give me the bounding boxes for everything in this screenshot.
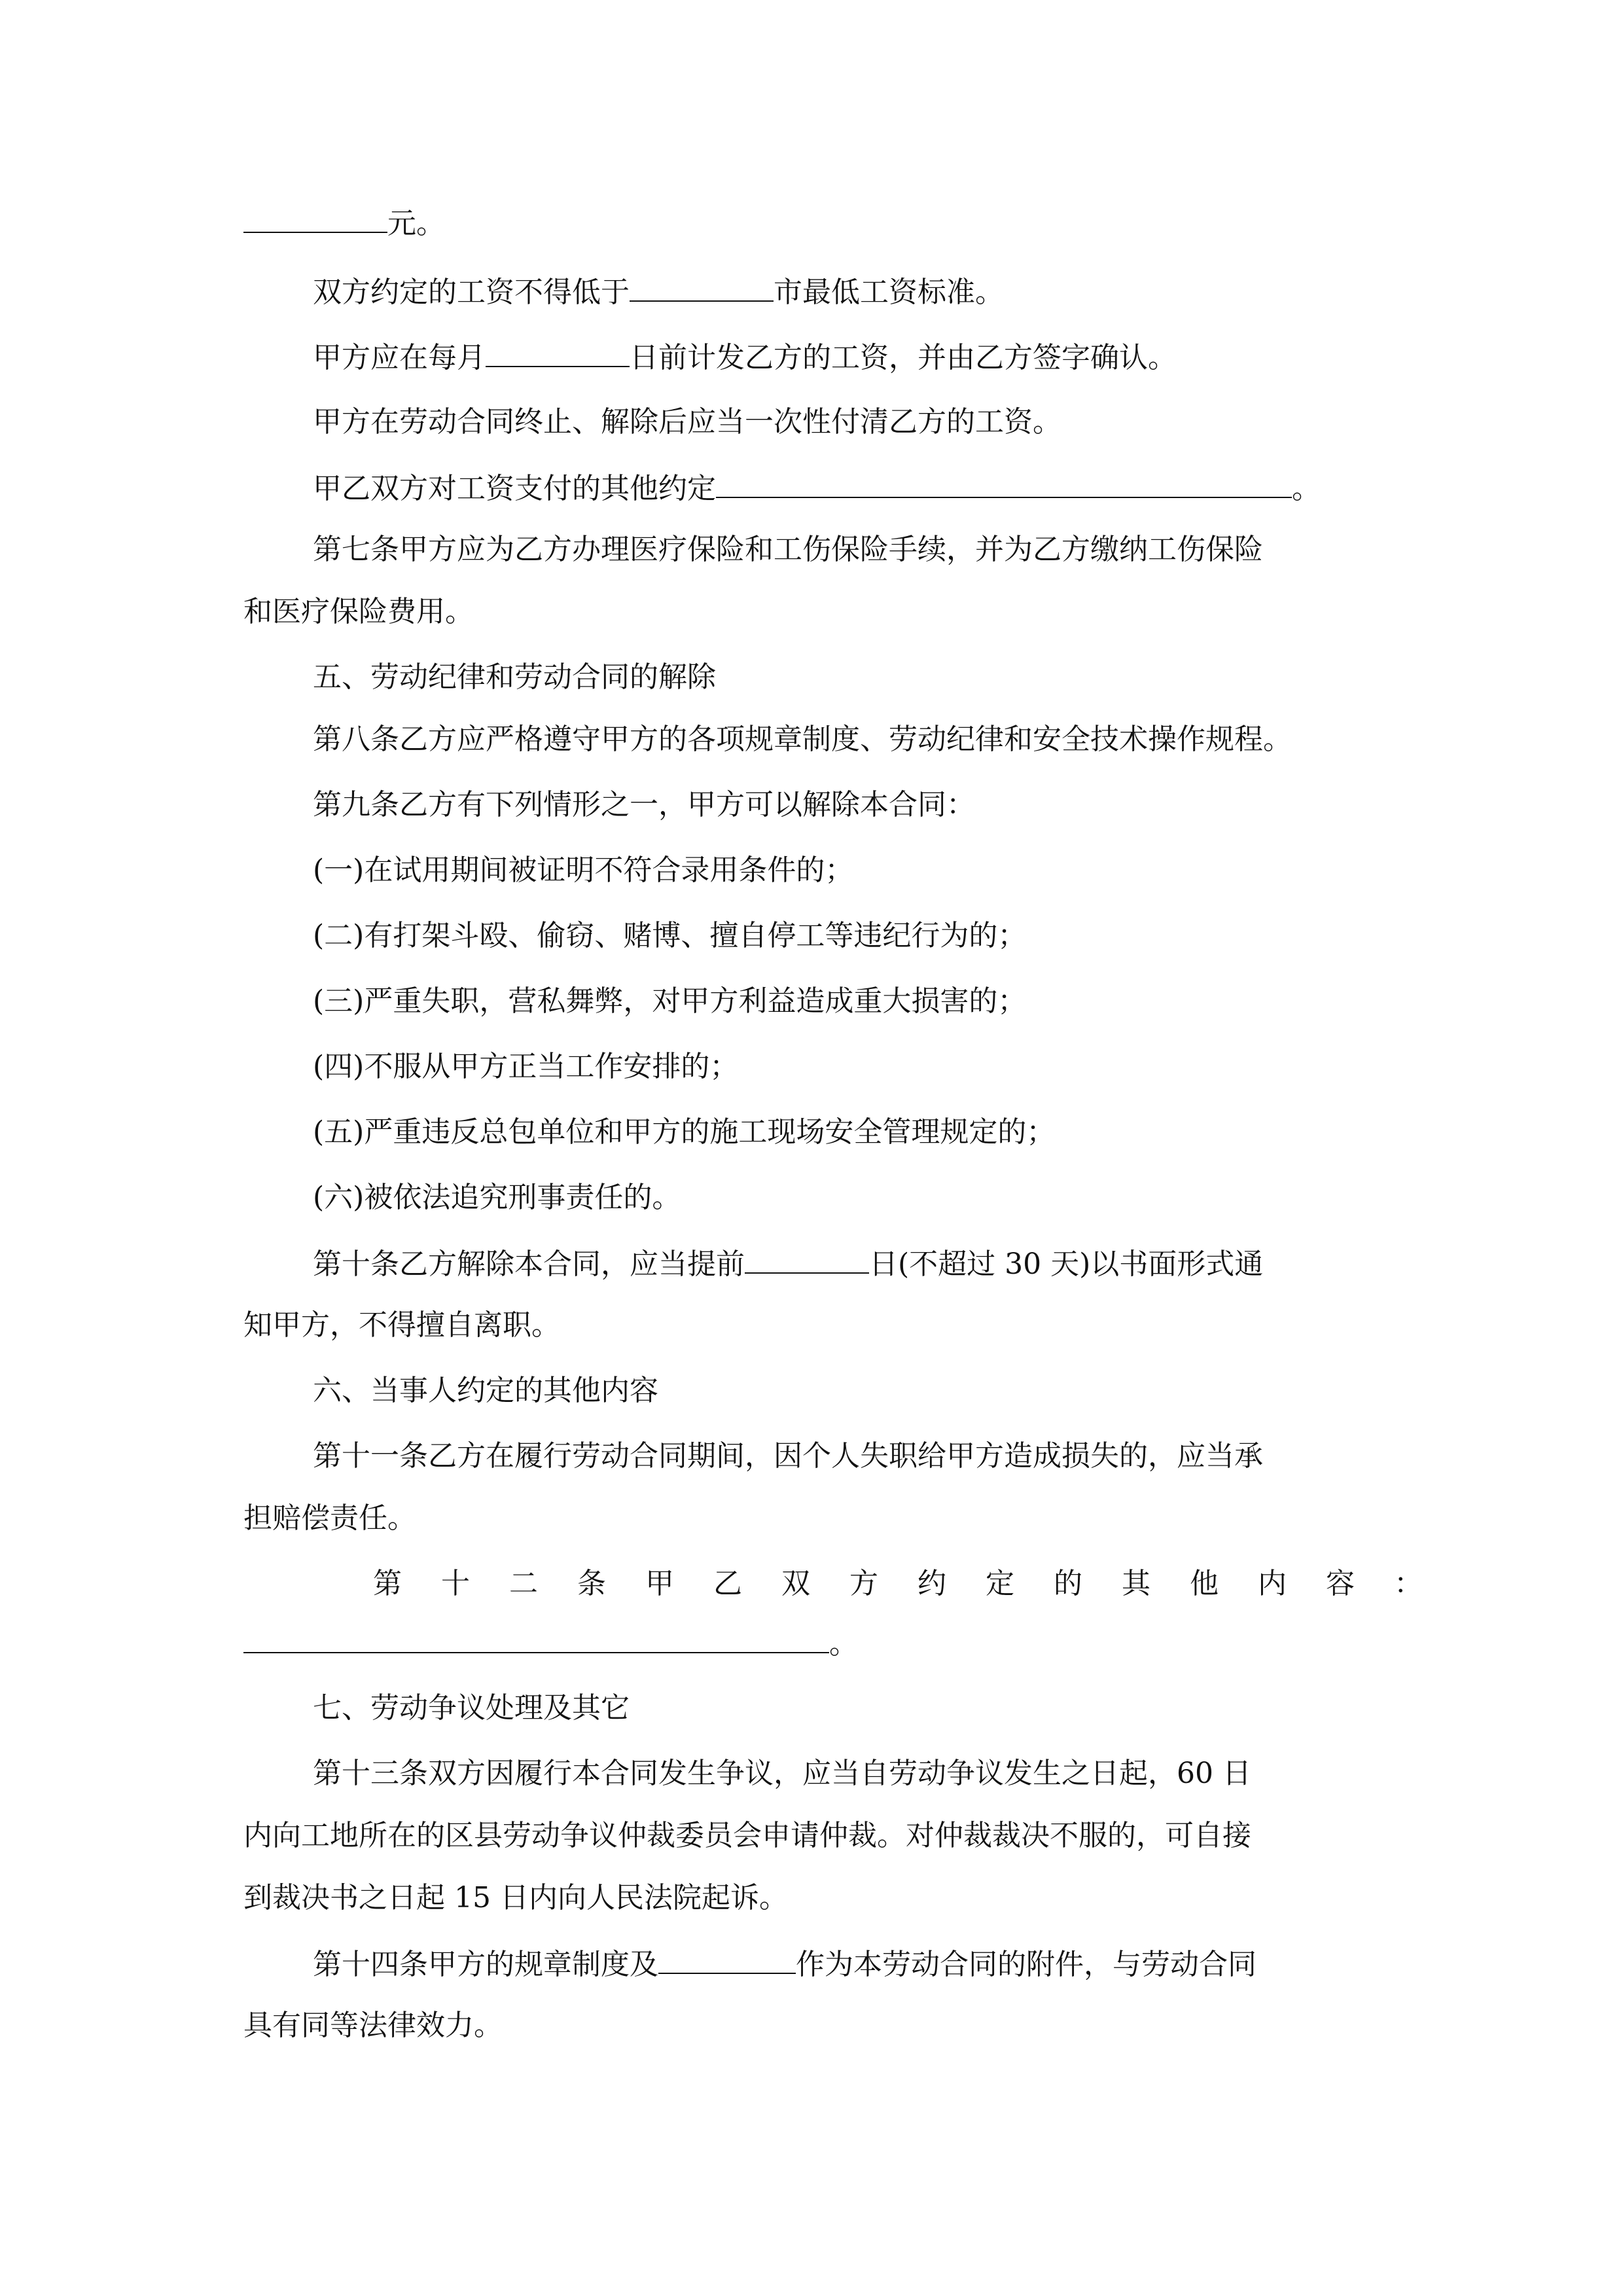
text: (二)有打架斗殴、偷窃、赌博、擅自停工等违纪行为的； (313, 919, 1027, 952)
text: (三)严重失职，营私舞弊，对甲方利益造成重大损害的； (313, 984, 1027, 1018)
fill-blank[interactable] (486, 337, 630, 367)
paragraph-line (243, 1623, 1382, 1664)
fill-blank[interactable] (630, 272, 774, 302)
text: 甲方应在每月 (313, 341, 486, 374)
paragraph-line (373, 1564, 1512, 1604)
paragraph-line (313, 720, 1452, 759)
paragraph-line (243, 203, 1382, 243)
text: 日(不超过 30 天)以书面形式通 (869, 1247, 1264, 1281)
text: (一)在试用期间被证明不符合录用条件的； (313, 853, 854, 887)
paragraph-line (313, 1944, 1452, 1984)
paragraph-line (313, 530, 1452, 569)
paragraph-line (243, 2006, 1382, 2045)
text: 第十一条乙方在履行劳动合同期间，因个人失职给甲方造成损失的，应当承 (313, 1439, 1263, 1473)
paragraph-line (313, 337, 1452, 378)
list-item (313, 916, 1452, 956)
paragraph-line (243, 1306, 1382, 1345)
text: 和医疗保险费用。 (243, 595, 474, 628)
list-item (313, 851, 1452, 890)
text: 第十三条双方因履行本合同发生争议，应当自劳动争议发生之日起，60 日 (313, 1757, 1251, 1790)
fill-blank[interactable] (745, 1244, 869, 1274)
text: 第十四条甲方的规章制度及 (313, 1948, 658, 1981)
paragraph-line (313, 1244, 1452, 1284)
text: 第七条甲方应为乙方办理医疗保险和工伤保险手续，并为乙方缴纳工伤保险 (313, 533, 1263, 566)
text: 内向工地所在的区县劳动争议仲裁委员会申请仲裁。对仲裁裁决不服的，可自接 (243, 1819, 1251, 1852)
section-heading (313, 1371, 1452, 1410)
list-item (313, 982, 1452, 1021)
text: (四)不服从甲方正当工作安排的； (313, 1050, 739, 1083)
paragraph-line (313, 785, 1452, 825)
text: 。 (1292, 472, 1321, 505)
paragraph-line (243, 1878, 1382, 1918)
text: 双方约定的工资不得低于 (313, 276, 630, 309)
text: 市最低工资标准。 (774, 276, 1004, 309)
text: 作为本劳动合同的附件，与劳动合同 (796, 1948, 1257, 1981)
fill-blank[interactable] (658, 1944, 796, 1974)
paragraph-line (243, 1816, 1382, 1856)
paragraph-line (313, 403, 1452, 442)
paragraph-line (313, 1754, 1452, 1793)
text: 元。 (387, 207, 445, 240)
text: 七、劳动争议处理及其它 (313, 1691, 630, 1725)
fill-blank[interactable] (243, 1623, 829, 1653)
paragraph-line (313, 272, 1452, 312)
text: 日前计发乙方的工资，并由乙方签字确认。 (630, 341, 1177, 374)
paragraph-line (243, 1499, 1382, 1538)
paragraph-line (313, 1437, 1452, 1476)
paragraph-line (243, 592, 1382, 632)
text: 甲方在劳动合同终止、解除后应当一次性付清乙方的工资。 (313, 405, 1061, 439)
text: 第八条乙方应严格遵守甲方的各项规章制度、劳动纪律和安全技术操作规程。 (313, 723, 1292, 756)
list-item (313, 1178, 1452, 1217)
list-item (313, 1047, 1452, 1086)
section-heading (313, 658, 1452, 697)
text: (六)被依法追究刑事责任的。 (313, 1181, 681, 1214)
text: 第九条乙方有下列情形之一，甲方可以解除本合同： (313, 788, 975, 821)
text: 甲乙双方对工资支付的其他约定 (313, 472, 716, 505)
text: 五、劳动纪律和劳动合同的解除 (313, 660, 716, 694)
text: 具有同等法律效力。 (243, 2009, 503, 2042)
fill-blank[interactable] (716, 468, 1292, 498)
text: 六、当事人约定的其他内容 (313, 1374, 658, 1407)
paragraph-line (313, 468, 1452, 509)
text: 知甲方，不得擅自离职。 (243, 1308, 560, 1342)
text: 第十条乙方解除本合同，应当提前 (313, 1247, 745, 1281)
text: 第十二条甲乙双方约定的其他内容： (373, 1567, 1462, 1600)
fill-blank[interactable] (243, 203, 387, 233)
list-item (313, 1113, 1452, 1152)
text: 。 (829, 1627, 858, 1660)
section-heading (313, 1689, 1452, 1728)
text: 担赔偿责任。 (243, 1501, 416, 1535)
text: 到裁决书之日起 15 日内向人民法院起诉。 (243, 1881, 788, 1914)
text: (五)严重违反总包单位和甲方的施工现场安全管理规定的； (313, 1115, 1056, 1149)
